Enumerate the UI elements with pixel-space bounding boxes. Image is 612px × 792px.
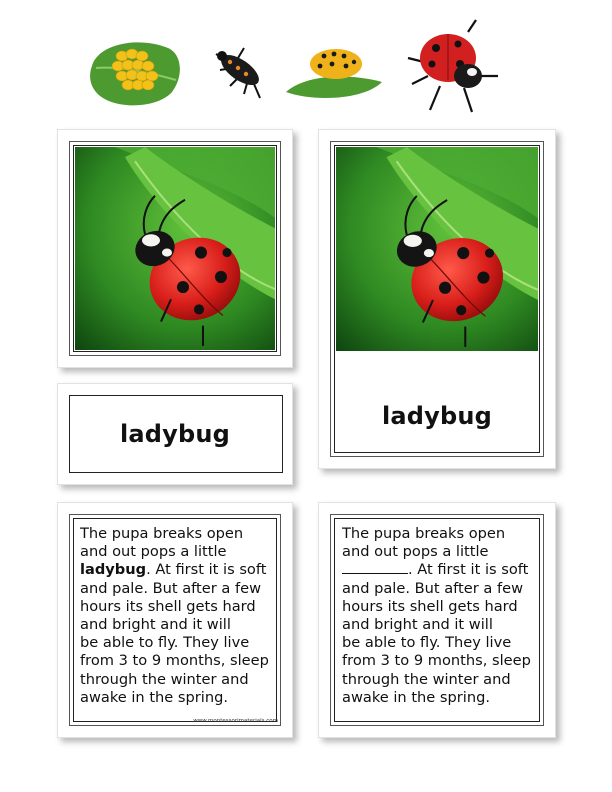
label-card (57, 383, 293, 485)
control-card-label: ladybug (381, 402, 493, 430)
text-line-rest: At first it is soft (155, 561, 267, 579)
control-card (318, 129, 556, 469)
pupa-on-leaf-image (284, 42, 384, 100)
text-line: The pupa breaks open (342, 525, 506, 542)
text-line: from 3 to 9 months, sleep (342, 652, 531, 670)
website-url: www.montessorimaterials.com (193, 718, 278, 724)
description-card (57, 502, 293, 738)
text-line (342, 561, 531, 579)
larva-image (208, 40, 274, 106)
text-line: and out pops a little (342, 543, 489, 561)
bold-suffix: . (146, 561, 151, 579)
text-line: from 3 to 9 months, sleep (80, 652, 269, 670)
text-line: and out pops a little (80, 543, 227, 561)
life-cycle-strip (0, 0, 612, 122)
eggs-on-leaf-image (88, 36, 184, 110)
picture-card (57, 129, 293, 368)
text-line: through the winter and (80, 670, 249, 688)
text-line: and bright and it will (342, 616, 493, 634)
text-line: and pale. But after a few (342, 579, 524, 597)
description-text (80, 525, 269, 707)
text-line: hours its shell gets hard (80, 597, 256, 615)
text-line-rest: . At first it is soft (408, 561, 529, 579)
text-line: be able to fly. They live (342, 634, 512, 652)
label-card-word: ladybug (119, 420, 231, 448)
description-blank-card (318, 502, 556, 738)
text-line: The pupa breaks open (80, 525, 244, 542)
adult-ladybug-image (402, 18, 506, 118)
fill-in-blank (342, 562, 408, 574)
bold-keyword: ladybug (80, 561, 147, 579)
text-line: awake in the spring. (342, 688, 490, 706)
text-line: hours its shell gets hard (342, 597, 518, 615)
description-text (342, 525, 531, 707)
text-line: be able to fly. They live (80, 634, 250, 652)
text-line: and bright and it will (80, 616, 231, 634)
text-line (80, 561, 269, 579)
ladybug-photo (336, 147, 538, 351)
text-line: through the winter and (342, 670, 511, 688)
text-line: and pale. But after a few (80, 579, 262, 597)
ladybug-photo (75, 147, 275, 350)
text-line: awake in the spring. (80, 688, 228, 706)
